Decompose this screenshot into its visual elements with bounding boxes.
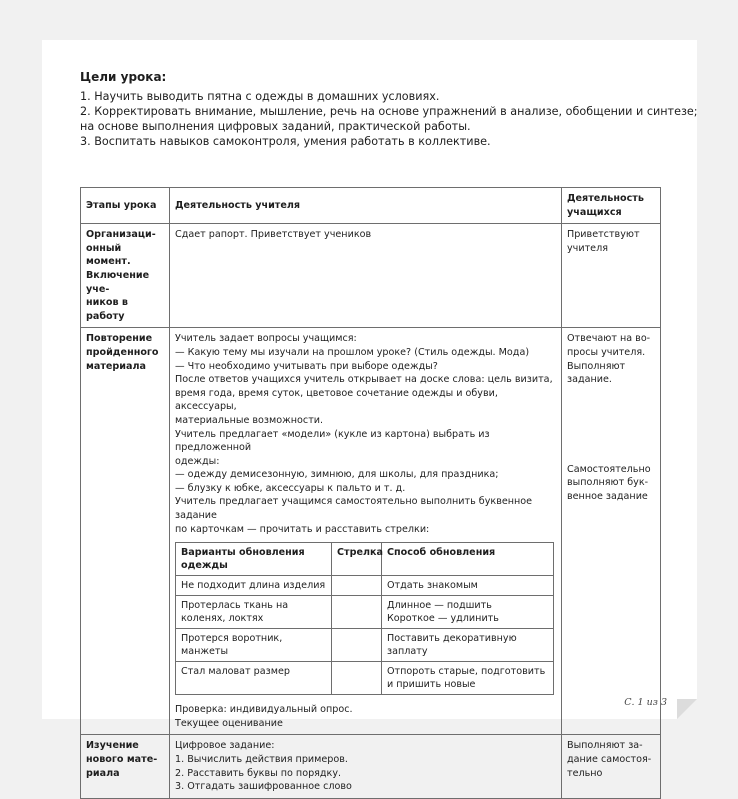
method-cell: Отдать знакомым (382, 576, 554, 596)
teacher-line: 2. Расставить буквы по порядку. (175, 767, 342, 779)
students-cell (562, 224, 661, 328)
teacher-cell (170, 328, 562, 735)
students-cell (562, 735, 661, 798)
teacher-line: одежды: (175, 455, 220, 467)
teacher-line: Текущее оценивание (175, 717, 283, 729)
table-row (176, 576, 554, 596)
teacher-line: — одежду демисезонную, зимнюю, для школы, для праздника; (175, 469, 499, 481)
students-line: дание самостоя- (567, 754, 652, 766)
teacher-line: — Какую тему мы изучали на прошлом уроке? (Стиль одежды. Мода) (175, 346, 530, 358)
column-header: Этапы урока (81, 188, 170, 224)
column-header: Деятельность учащихся (562, 188, 661, 224)
stage-line: материала (86, 360, 146, 372)
teacher-line: Цифровое задание: (175, 740, 275, 752)
students-line: просы учителя. (567, 346, 646, 358)
table-header-row (81, 188, 661, 224)
stage-line: ников в работу (86, 297, 128, 322)
students-line: Самостоятельно (567, 463, 651, 475)
students-line: венное задание (567, 490, 648, 502)
arrow-cell (332, 576, 382, 596)
students-cell (562, 328, 661, 735)
stage-line: Изучение (86, 740, 139, 752)
goal-line: на основе выполнения цифровых заданий, практической работы. (80, 120, 471, 133)
stage-line: пройденного (86, 346, 159, 358)
teacher-line: — Что необходимо учитывать при выборе одежды? (175, 360, 438, 372)
teacher-line: Сдает рапорт. Приветствует учеников (175, 229, 372, 241)
students-line: учителя (567, 242, 608, 254)
students-line: задание. (567, 374, 612, 386)
teacher-line: время года, время суток, цветовое сочетание одежды и обуви, аксессуары, (175, 387, 498, 413)
table-row (176, 662, 554, 695)
subtable-header-row (176, 543, 554, 576)
arrow-cell (332, 662, 382, 695)
students-line: Выполняют за- (567, 740, 643, 752)
table-row (81, 328, 661, 735)
variant-cell: Не подходит длина изделия (176, 576, 332, 596)
table-row (81, 735, 661, 798)
variant-cell: Протерлась ткань на коленях, локтях (176, 596, 332, 629)
students-line: выполняют бук- (567, 477, 649, 489)
stage-line: онный момент. (86, 242, 131, 268)
goal-line: 1. Научить выводить пятна с одежды в домашних условиях. (80, 90, 440, 103)
teacher-cell (170, 224, 562, 328)
teacher-line: — блузку к юбке, аксессуары к пальто и т. д. (175, 482, 406, 494)
table-row (176, 596, 554, 629)
spacer (567, 387, 655, 463)
students-line: Выполняют (567, 360, 626, 372)
stage-cell (81, 224, 170, 328)
teacher-line: 1. Вычислить действия примеров. (175, 754, 348, 766)
page-number: С. 1 из 3 (624, 697, 667, 708)
stage-cell (81, 328, 170, 735)
stage-line: риала (86, 767, 120, 779)
goals-list (80, 89, 698, 149)
stage-line: Повторение (86, 333, 153, 345)
arrow-cell (332, 629, 382, 662)
stage-line: нового мате- (86, 754, 158, 766)
variant-cell: Протерся воротник, манжеты (176, 629, 332, 662)
method-cell: Поставить декоративную заплату (382, 629, 554, 662)
lesson-table (80, 187, 661, 799)
teacher-line: Учитель задает вопросы учащимся: (175, 333, 357, 345)
clothing-update-table (175, 542, 554, 695)
column-header: Стрелка (332, 543, 382, 576)
teacher-line: После ответов учащихся учитель открывает на доске слова: цель визита, (175, 374, 553, 386)
teacher-line: Проверка: индивидуальный опрос. (175, 704, 353, 716)
document-page (42, 40, 698, 793)
students-line: тельно (567, 767, 603, 779)
students-line: Отвечают на во- (567, 333, 651, 345)
arrow-cell (332, 596, 382, 629)
teacher-line: Учитель предлагает «модели» (кукле из картона) выбрать из предложенной (175, 428, 490, 454)
stage-cell (81, 735, 170, 798)
column-header: Способ обновления (382, 543, 554, 576)
method-cell: Отпороть старые, подготовить и пришить новые (382, 662, 554, 695)
teacher-line: 3. Отгадать зашифрованное слово (175, 781, 352, 793)
students-line: Приветствуют (567, 229, 640, 241)
teacher-line: Учитель предлагает учащимся самостоятельно выполнить буквенное задание (175, 496, 533, 522)
teacher-cell (170, 735, 562, 798)
table-row (176, 629, 554, 662)
variant-cell: Стал маловат размер (176, 662, 332, 695)
column-header: Варианты обновления одежды (176, 543, 332, 576)
method-cell: Длинное — подшить Короткое — удлинить (382, 596, 554, 629)
goal-line: 2. Корректировать внимание, мышление, речь на основе упражнений в анализе, обобщении и синтезе; (80, 105, 698, 118)
column-header: Деятельность учителя (170, 188, 562, 224)
stage-line: Организаци- (86, 229, 156, 241)
goal-line: 3. Воспитать навыков самоконтроля, умения работать в коллективе. (80, 135, 491, 148)
stage-line: Включение уче- (86, 269, 150, 295)
page-corner-fold (677, 699, 697, 719)
teacher-line: материальные возможности. (175, 414, 324, 426)
goals-title: Цели урока: (80, 70, 167, 84)
teacher-line: по карточкам — прочитать и расставить стрелки: (175, 523, 430, 535)
table-row (81, 224, 661, 328)
